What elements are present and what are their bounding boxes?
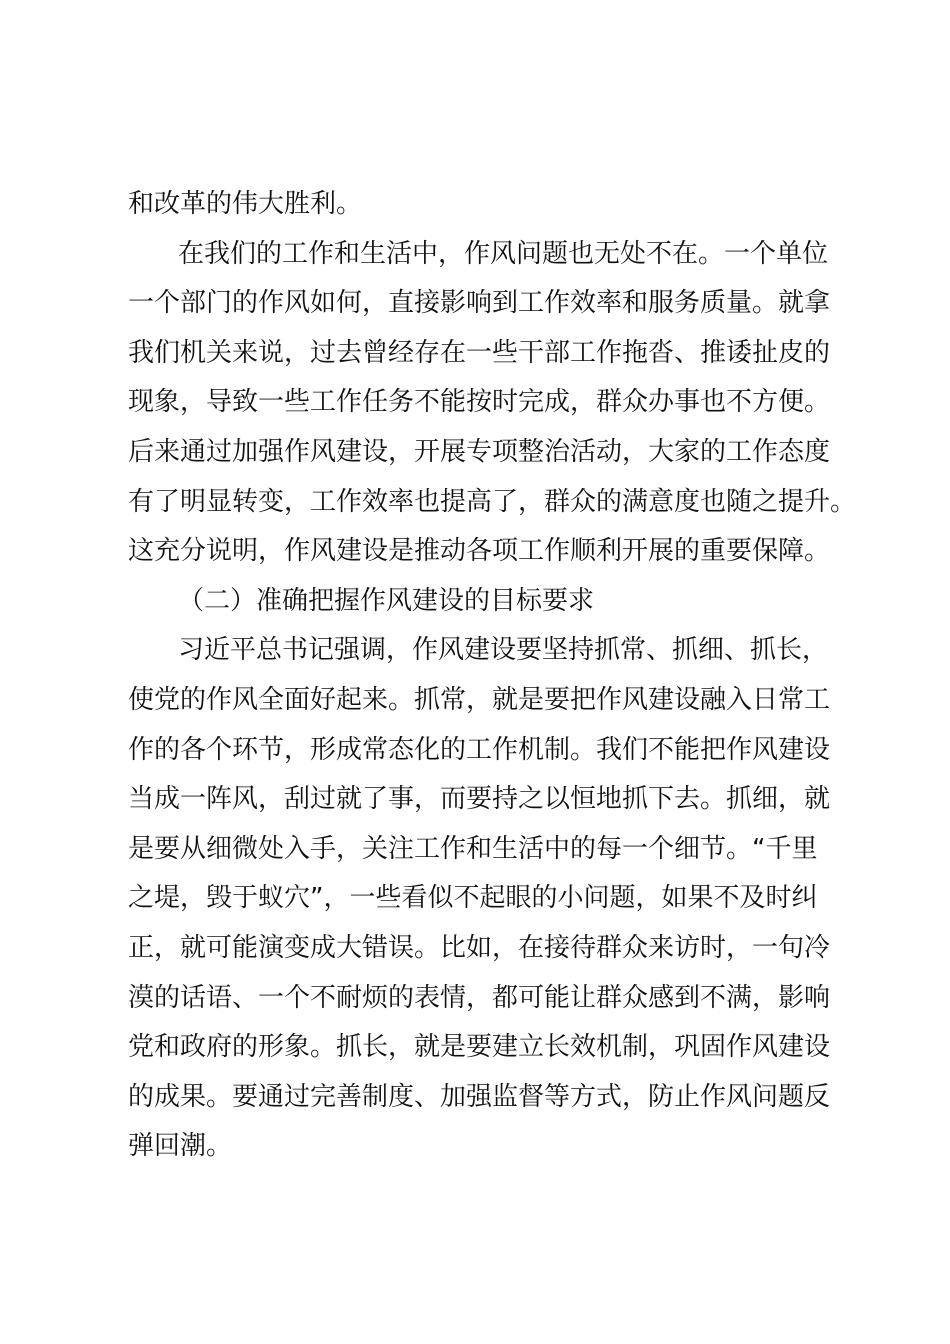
text-line: 正，就可能演变成大错误。比如，在接待群众来访时，一句冷 xyxy=(128,932,831,963)
text-line: 党和政府的形象。抓长，就是要建立长效机制，巩固作风建设 xyxy=(128,1032,831,1063)
text-line: 当成一阵风，刮过就了事，而要持之以恒地抓下去。抓细，就 xyxy=(128,784,831,815)
text-line: 一个部门的作风如何，直接影响到工作效率和服务质量。就拿 xyxy=(128,288,831,319)
text-line: 是要从细微处入手，关注工作和生活中的每一个细节。“千里 xyxy=(128,833,818,864)
document-body xyxy=(128,180,857,1172)
text-line: 作的各个环节，形成常态化的工作机制。我们不能把作风建设 xyxy=(128,734,831,765)
text-line: 漠的话语、一个不耐烦的表情，都可能让群众感到不满，影响 xyxy=(128,982,831,1013)
text-line: 我们机关来说，过去曾经存在一些干部工作拖沓、推诿扯皮的 xyxy=(128,337,831,368)
paragraph-start-line: 习近平总书记强调，作风建设要坚持抓常、抓细、抓长， xyxy=(178,635,829,666)
text-line: 的成果。要通过完善制度、加强监督等方式，防止作风问题反 xyxy=(128,1081,831,1112)
text-line: 这充分说明，作风建设是推动各项工作顺利开展的重要保障。 xyxy=(128,536,831,567)
text-line: 弹回潮。 xyxy=(128,1131,233,1162)
text-line: 后来通过加强作风建设，开展专项整治活动，大家的工作态度 xyxy=(128,436,831,467)
text-line: 和改革的伟大胜利。 xyxy=(128,189,363,219)
text-line: 有了明显转变，工作效率也提高了，群众的满意度也随之提升。 xyxy=(128,486,857,517)
text-line: 使党的作风全面好起来。抓常，就是要把作风建设融入日常工 xyxy=(128,684,831,715)
text-line: 之堤，毁于蚁穴”，一些看似不起眼的小问题，如果不及时纠 xyxy=(128,883,818,914)
text-line: 现象，导致一些工作任务不能按时完成，群众办事也不方便。 xyxy=(128,387,831,418)
paragraph-start-line: 在我们的工作和生活中，作风问题也无处不在。一个单位 xyxy=(178,238,829,269)
section-heading: （二）准确把握作风建设的目标要求 xyxy=(178,585,595,616)
